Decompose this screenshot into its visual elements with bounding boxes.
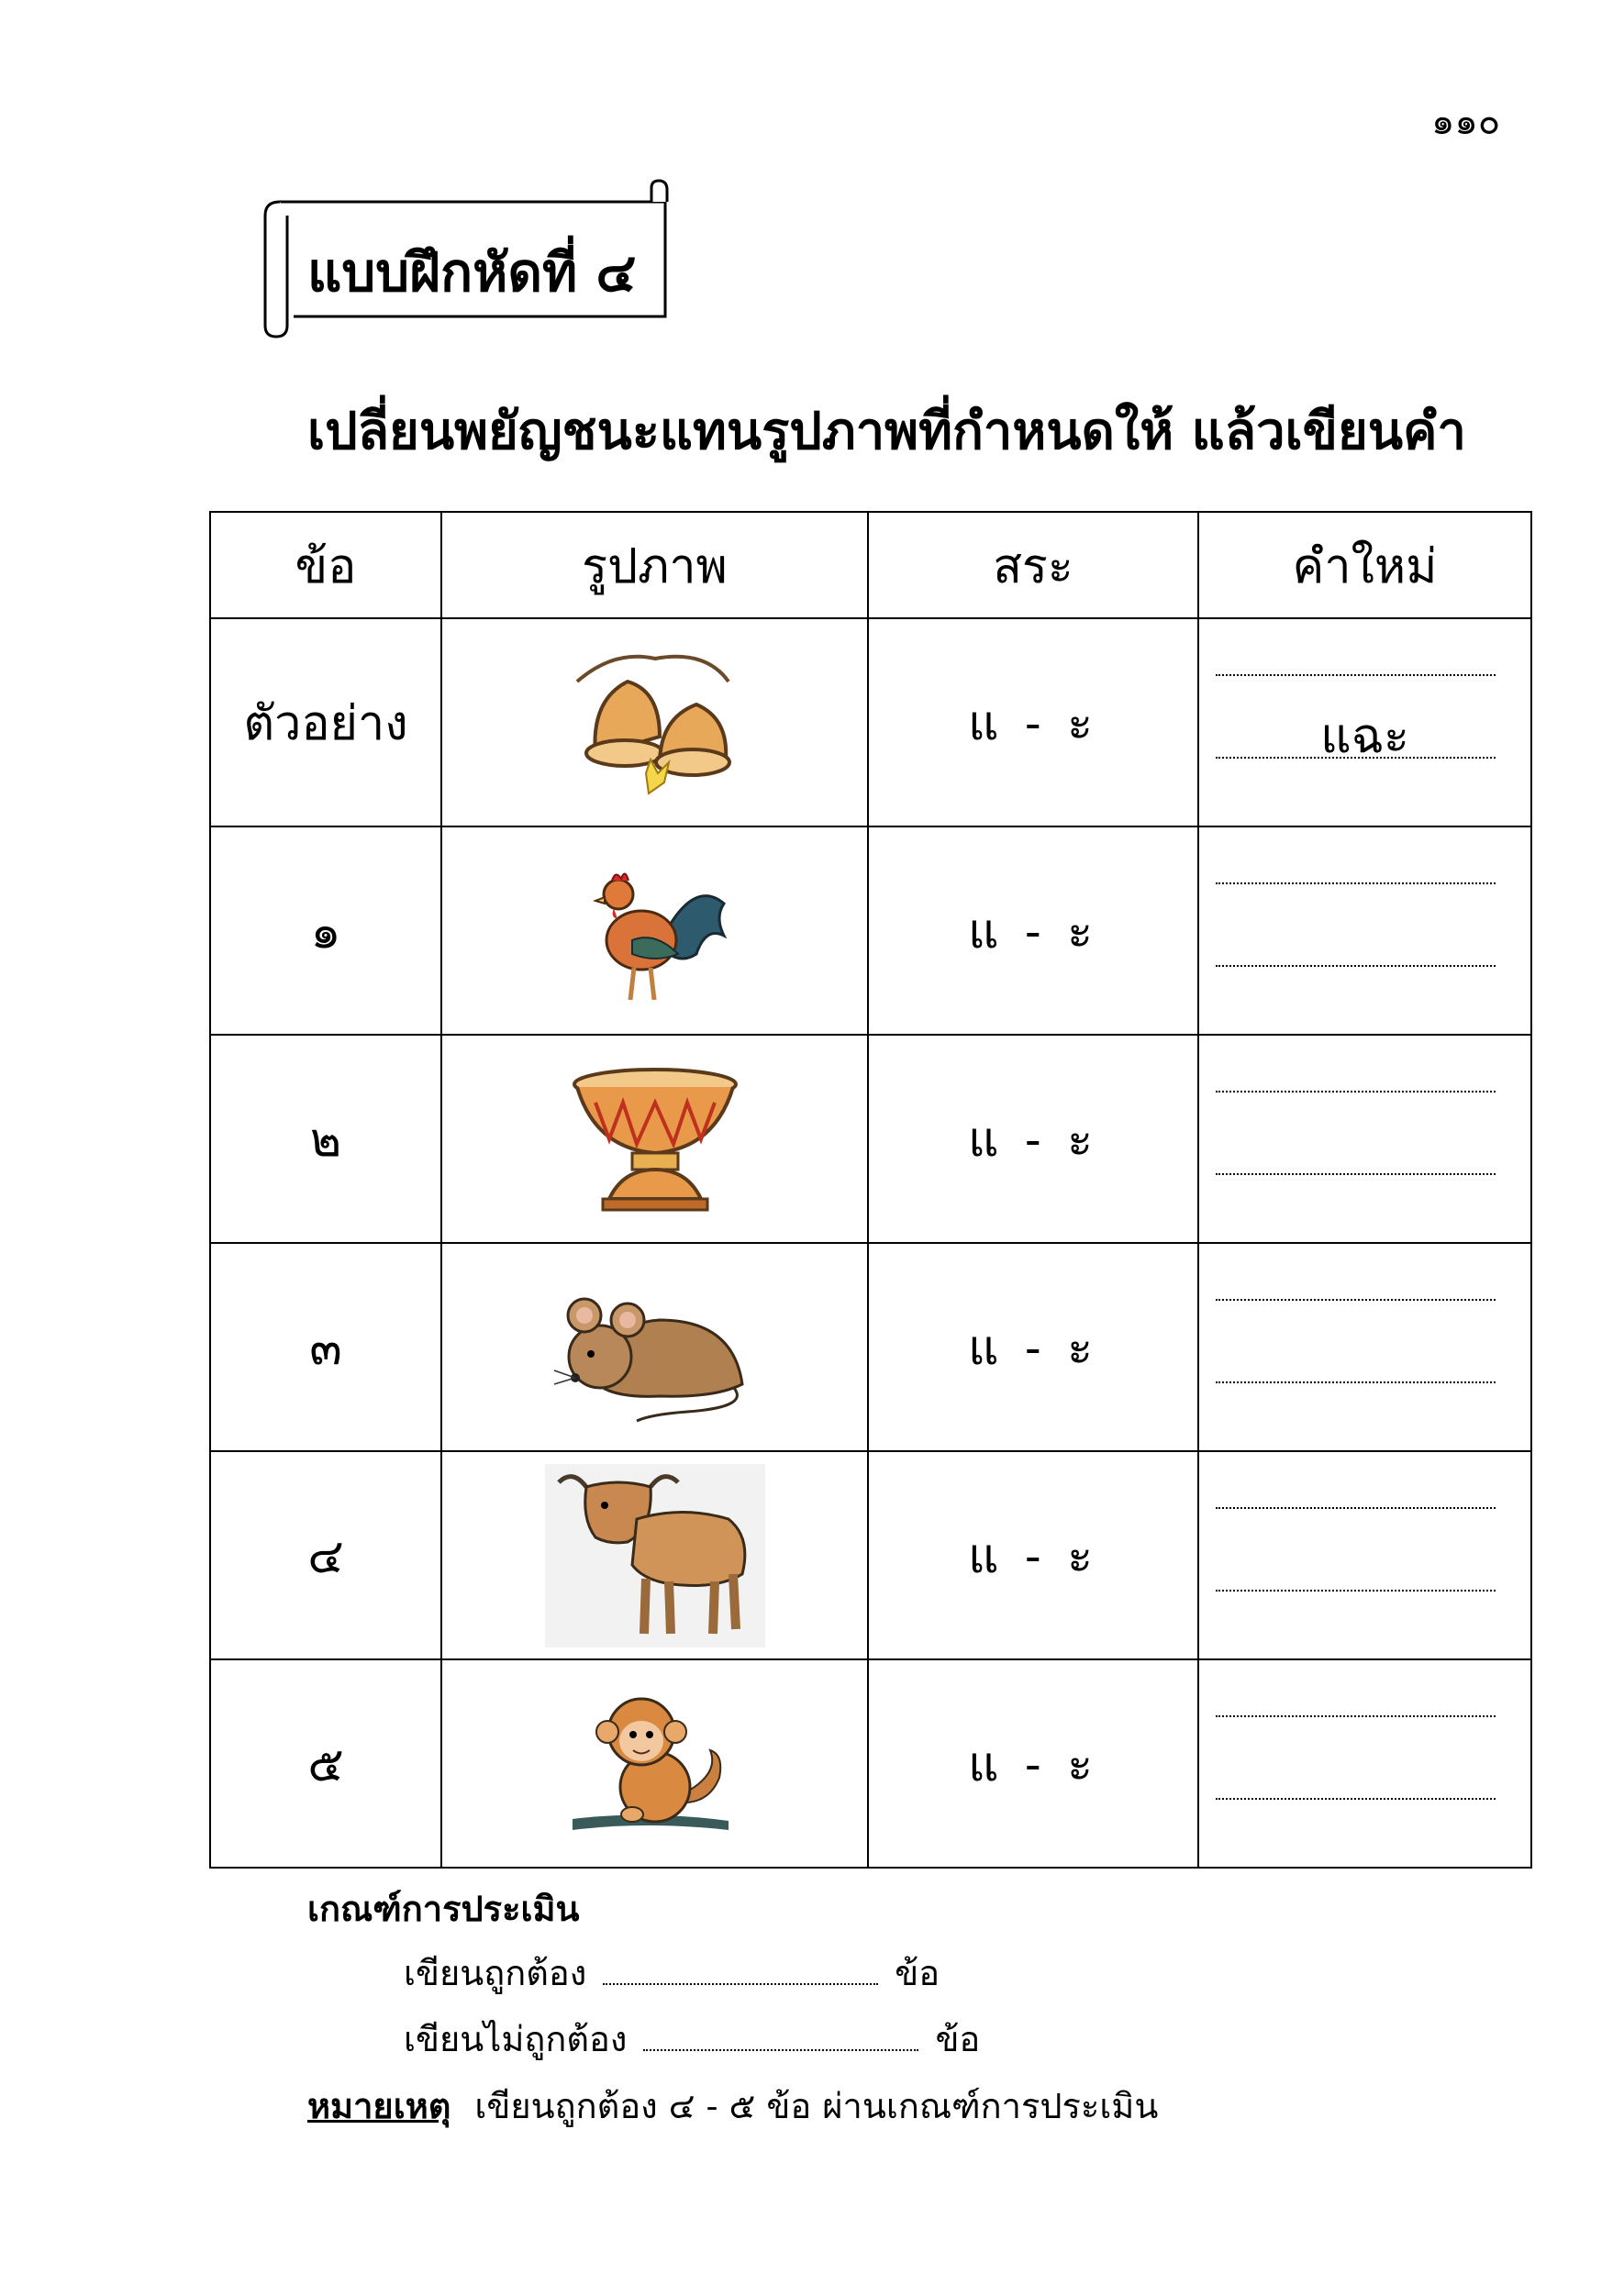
cymbals-icon [559, 645, 751, 801]
score-blank [643, 2024, 918, 2051]
answer-line [1216, 674, 1496, 676]
note-label: หมายเหตุ [307, 2085, 451, 2126]
criteria-title: เกณฑ์การประเมิน [307, 1888, 580, 1929]
picture-cell [441, 1659, 868, 1868]
header-new-word: คำใหม่ [1198, 512, 1531, 618]
answer-line [1216, 1381, 1496, 1383]
table-row [210, 618, 1531, 826]
row-number: ตัวอย่าง [210, 618, 441, 826]
table-row [210, 1451, 1531, 1659]
table-header-row [210, 512, 1531, 618]
row-number: ๓ [210, 1243, 441, 1451]
answer-cell [1198, 1659, 1531, 1868]
buffalo-icon [545, 1464, 765, 1647]
answer-line [1216, 1173, 1496, 1175]
picture-cell [441, 1451, 868, 1659]
mouse-icon [550, 1270, 761, 1425]
answer-line [1216, 1299, 1496, 1301]
row-number: ๑ [210, 826, 441, 1035]
table-row [210, 1243, 1531, 1451]
table-row [210, 1035, 1531, 1243]
answer-word: แฉะ [1320, 709, 1409, 764]
note-text: เขียนถูกต้อง ๔ - ๕ ข้อ ผ่านเกณฑ์การประเมิน [474, 2086, 1159, 2126]
vowel-cell: แ - ะ [868, 1659, 1198, 1868]
table-row [210, 1659, 1531, 1868]
score-blank [603, 1958, 878, 1985]
header-vowel: สระ [868, 512, 1198, 618]
row-number: ๕ [210, 1659, 441, 1868]
vowel-cell: แ - ะ [868, 1243, 1198, 1451]
row-number: ๒ [210, 1035, 441, 1243]
answer-line [1216, 882, 1496, 884]
vowel-cell: แ - ะ [868, 1035, 1198, 1243]
picture-cell [441, 1035, 868, 1243]
answer-line [1216, 1507, 1496, 1509]
vowel-cell: แ - ะ [868, 826, 1198, 1035]
answer-cell [1198, 1243, 1531, 1451]
vowel-cell: แ - ะ [868, 618, 1198, 826]
monkey-icon [573, 1681, 738, 1847]
exercise-title: แบบฝึกหัดที่ ๔ [307, 241, 637, 304]
rooster-icon [577, 853, 733, 1009]
header-picture: รูปภาพ [441, 512, 868, 618]
answer-line [1216, 757, 1496, 759]
table-row [210, 826, 1531, 1035]
page-number: ๑๑๐ [1431, 101, 1501, 143]
criteria-incorrect-line [404, 2011, 980, 2067]
instruction-text: เปลี่ยนพยัญชนะแทนรูปภาพที่กำหนดให้ แล้วเขียนคำ [307, 401, 1466, 461]
answer-cell [1198, 1035, 1531, 1243]
header-no: ข้อ [210, 512, 441, 618]
criteria-correct-line [404, 1945, 940, 2001]
criteria-unit: ข้อ [895, 1953, 940, 1993]
answer-cell [1198, 1451, 1531, 1659]
answer-line [1216, 1715, 1496, 1717]
note [307, 2078, 1158, 2134]
vowel-cell: แ - ะ [868, 1451, 1198, 1659]
criteria-incorrect-label: เขียนไม่ถูกต้อง [404, 2019, 628, 2059]
pedestal-tray-icon [568, 1061, 742, 1217]
answer-cell [1198, 826, 1531, 1035]
picture-cell [441, 826, 868, 1035]
criteria-unit: ข้อ [935, 2019, 981, 2059]
answer-cell [1198, 618, 1531, 826]
answer-line [1216, 1798, 1496, 1800]
answer-line [1216, 965, 1496, 967]
worksheet-table [209, 511, 1532, 1869]
criteria-correct-label: เขียนถูกต้อง [404, 1953, 587, 1993]
picture-cell [441, 618, 868, 826]
picture-cell [441, 1243, 868, 1451]
answer-line [1216, 1091, 1496, 1093]
answer-line [1216, 1590, 1496, 1592]
row-number: ๔ [210, 1451, 441, 1659]
